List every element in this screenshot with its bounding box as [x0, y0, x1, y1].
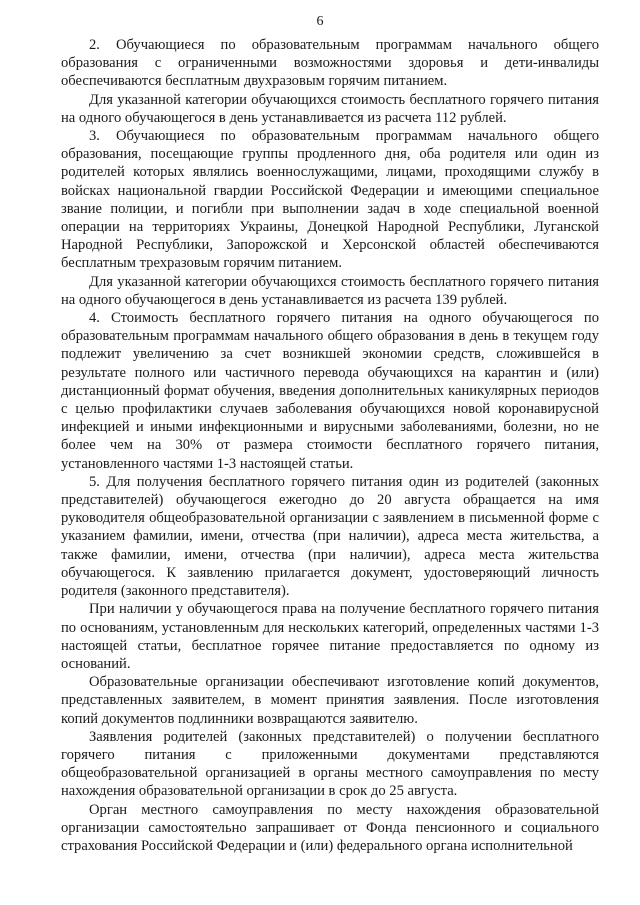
document-body: [61, 36, 599, 855]
paragraph-item-2-cost: Для указанной категории обучающихся стоимость бесплатного горячего питания на одного обучающегося в день устанавливается из расчета 112 рублей.: [61, 91, 599, 126]
paragraph-local-authority: Орган местного самоуправления по месту нахождения образовательной организации самостоятельно запрашивает от Фонда пенсионного и социального страхования Российской Федерации и (или) федерального органа исполнительной: [61, 801, 599, 854]
paragraph-item-3: 3. Обучающиеся по образовательным программам начального общего образования, посещающие группы продленного дня, оба родителя или один из родителей которых являлись военнослужащими, лицами, проходящими службу в войсках национальной гвардии Российской Федерации и имеющими специальное звание полиции, и погибли при выполнении задач в ходе специальной военной операции на территориях Украины, Донецкой Народной Республики, Луганской Народной Республики, Запорожской и Херсонской областей обеспечиваются бесплатным трехразовым горячим питанием.: [61, 128, 599, 272]
paragraph-multiple-grounds: При наличии у обучающегося права на получение бесплатного горячего питания по основаниям, установленным для нескольких категорий, определенных частями 1-3 настоящей статьи, бесплатное горячее питание предоставляется по одному из оснований.: [61, 601, 599, 672]
paragraph-copies: Образовательные организации обеспечивают изготовление копий документов, представленных заявителем, в момент принятия заявления. После изготовления копий документов подлинники возвращаются заявителю.: [61, 674, 599, 727]
paragraph-item-4: 4. Стоимость бесплатного горячего питания на одного обучающегося по образовательным программам начального общего образования в день в текущем году подлежит увеличению за счет возникшей экономии средств, сложившейся в результате полного или частичного перевода обучающихся на карантин и (или) дистанционный формат обучения, введения дополнительных каникулярных периодов с целью профилактики случаев заболевания обучающихся новой коронавирусной инфекцией и иными инфекционными и вирусными заболеваниями, болезни, но не более чем на 30% от размера стоимости бесплатного горячего питания, установленного частями 1-3 настоящей статьи.: [61, 310, 599, 472]
page-number: 6: [316, 14, 324, 29]
paragraph-applications: Заявления родителей (законных представителей) о получении бесплатного горячего питания с приложенными документами представляются общеобразовательной организацией в органы местного самоуправления по месту нахождения образовательной организации в срок до 25 августа.: [61, 728, 599, 800]
paragraph-item-3-cost: Для указанной категории обучающихся стоимость бесплатного горячего питания на одного обучающегося в день устанавливается из расчета 139 рублей.: [61, 273, 599, 308]
paragraph-item-5: 5. Для получения бесплатного горячего питания один из родителей (законных представителей) обучающегося ежегодно до 20 августа обращается на имя руководителя общеобразовательной организации с заявлением в письменной форме с указанием фамилии, имени, отчества (при наличии), адреса места жительства, а также фамилии, имени, отчества (при наличии), адреса места жительства обучающегося. К заявлению прилагается документ, удостоверяющий личность родителя (законного представителя).: [61, 473, 599, 600]
paragraph-item-2: 2. Обучающиеся по образовательным программам начального общего образования с ограниченными возможностями здоровья и дети-инвалиды обеспечиваются бесплатным двухразовым горячим питанием.: [61, 37, 599, 90]
